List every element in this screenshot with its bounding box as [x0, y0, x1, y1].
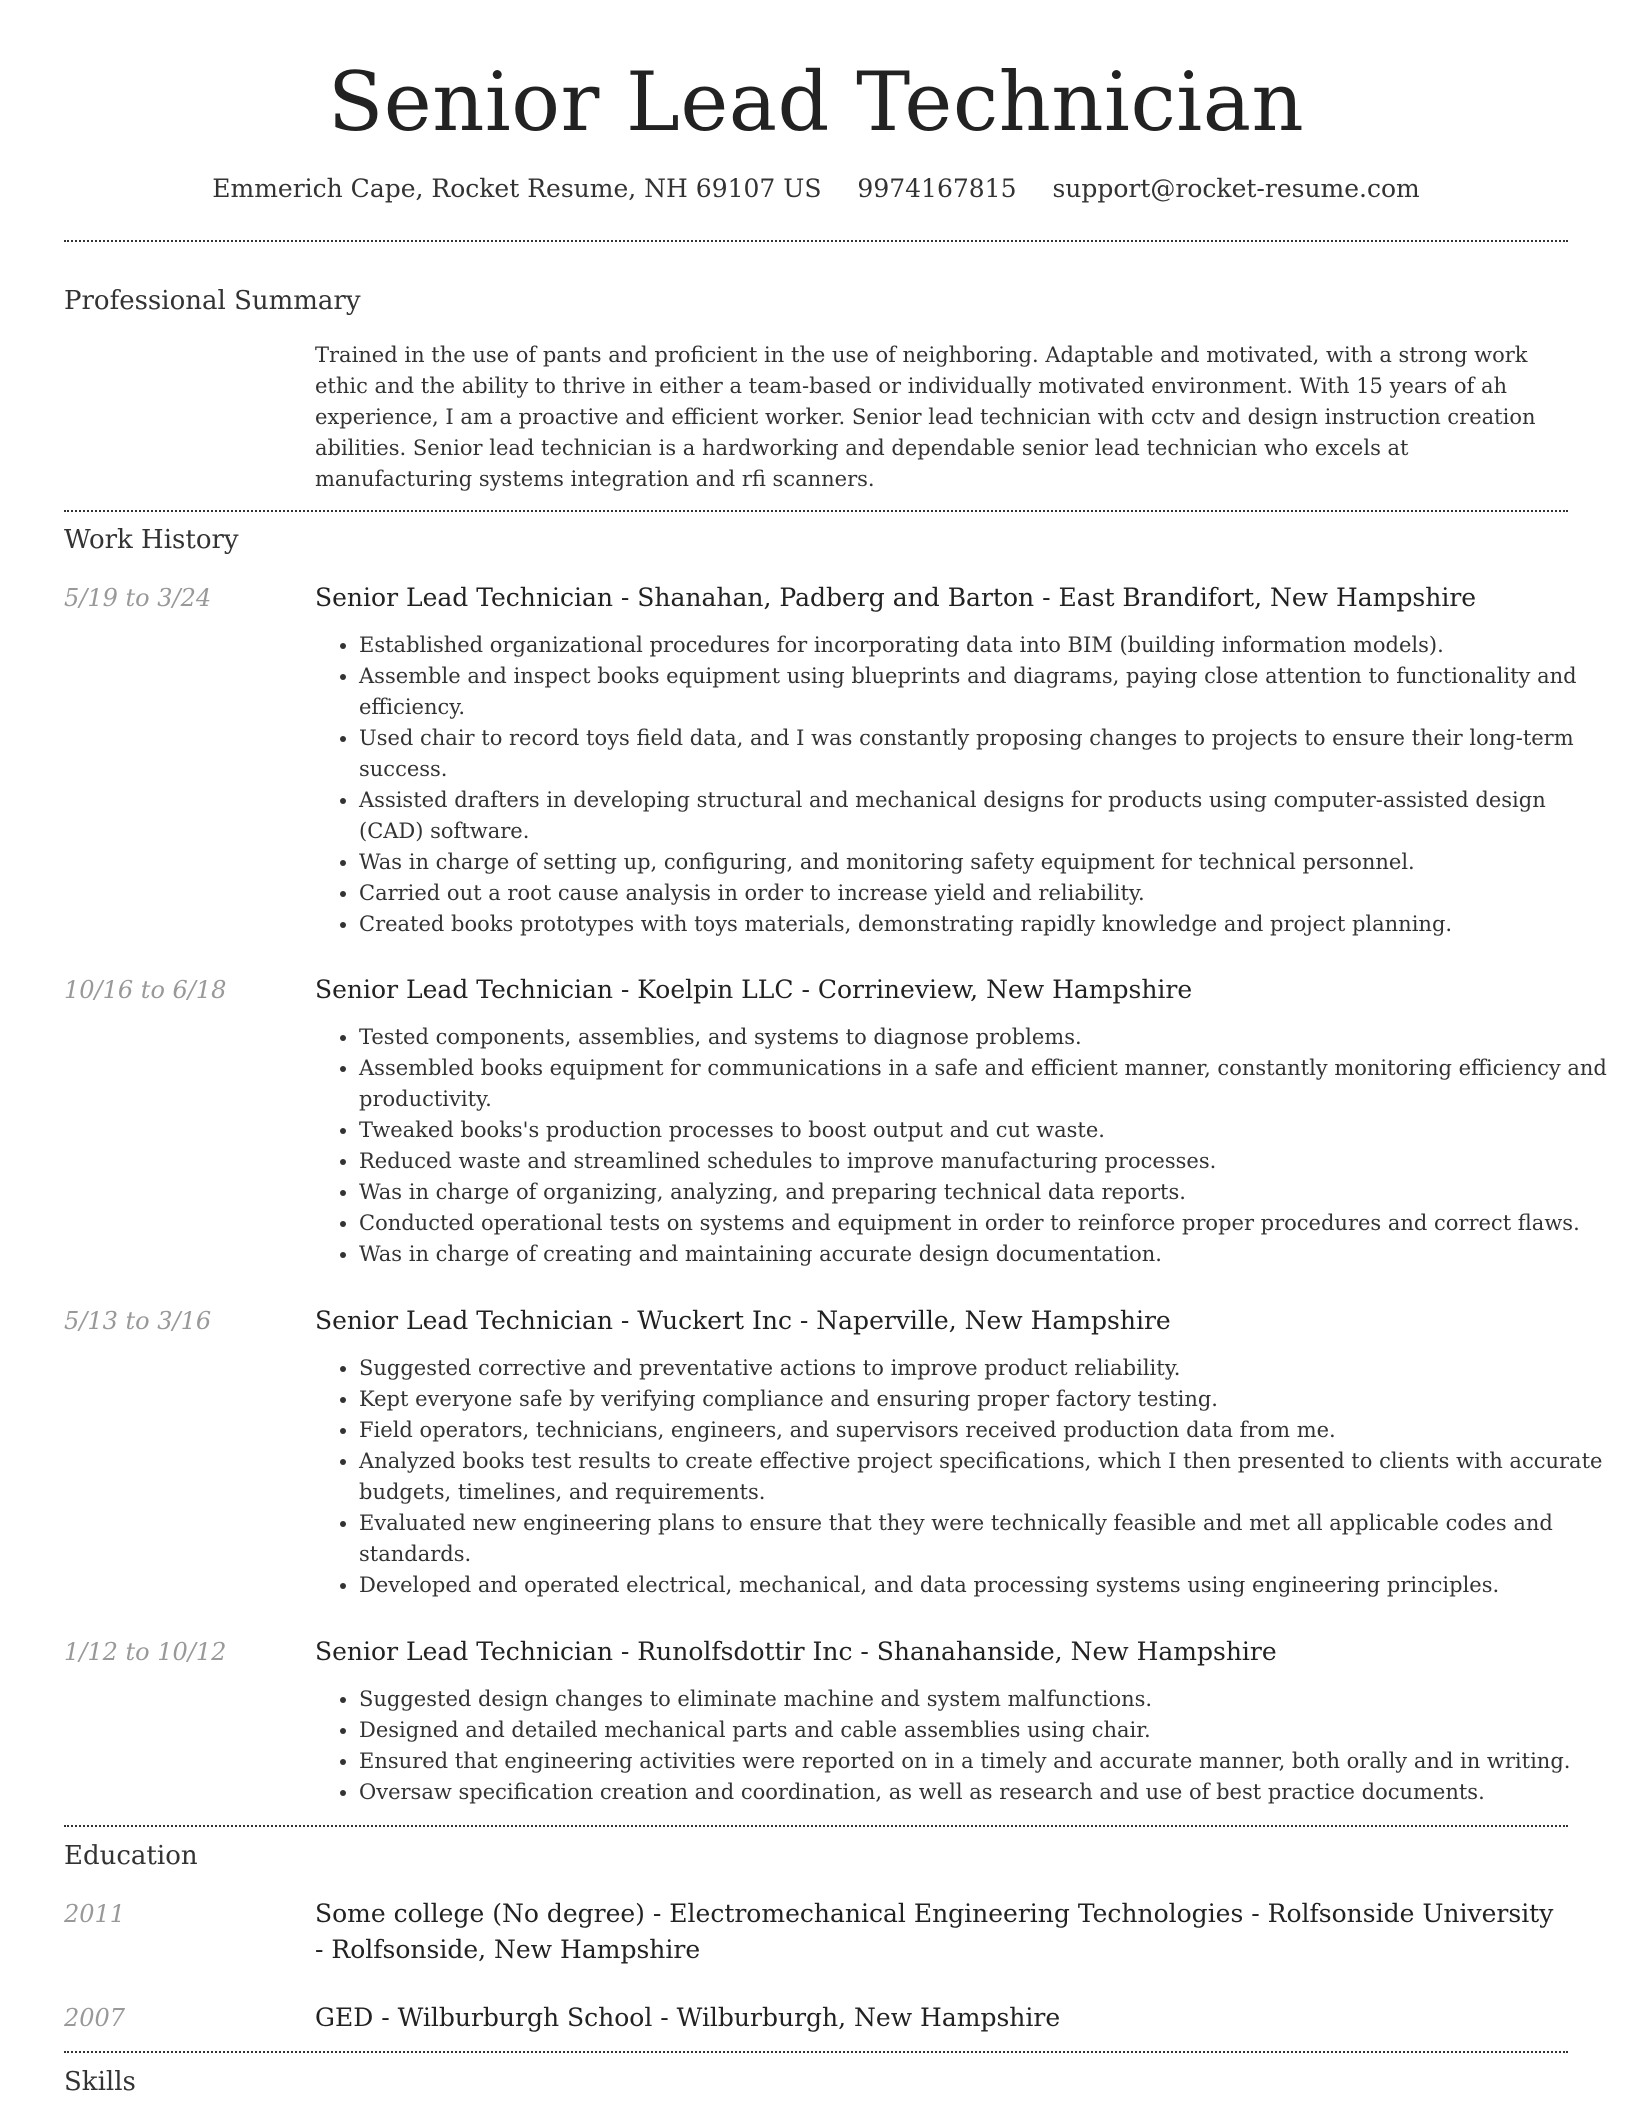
resume-name: Senior Lead Technician	[327, 56, 1305, 150]
job-dates: 1/12 to 10/12	[64, 1638, 227, 1666]
section-heading-summary: Professional Summary	[64, 286, 361, 316]
job-bullet: • Tweaked books's production processes to boost output and cut waste.	[359, 1115, 1609, 1146]
job-bullet: • Reduced waste and streamlined schedules to improve manufacturing processes.	[359, 1146, 1609, 1177]
job-bullet: • Used chair to record toys field data, and I was constantly proposing changes to projects to ensure their long-term success.	[359, 723, 1609, 785]
job-bullet: • Ensured that engineering activities were reported on in a timely and accurate manner, both orally and in writing.	[359, 1746, 1609, 1777]
job-bullet: • Established organizational procedures for incorporating data into BIM (building information models).	[359, 630, 1609, 661]
job-title: Senior Lead Technician - Shanahan, Padberg and Barton - East Brandifort, New Hampshire	[315, 583, 1477, 612]
job-bullet: • Was in charge of setting up, configuring, and monitoring safety equipment for technical personnel.	[359, 847, 1609, 878]
section-heading-skills: Skills	[64, 2067, 136, 2097]
contact-phone: 9974167815	[857, 174, 1017, 203]
job-title: Senior Lead Technician - Koelpin LLC - Corrineview, New Hampshire	[315, 975, 1193, 1004]
job-bullet: • Assemble and inspect books equipment using blueprints and diagrams, paying close attention to functionality and efficiency.	[359, 661, 1609, 723]
job-bullets	[315, 630, 1609, 940]
section-divider	[64, 1825, 1568, 1827]
job-bullets	[315, 1684, 1609, 1808]
job-bullet: • Oversaw specification creation and coordination, as well as research and use of best practice documents.	[359, 1777, 1609, 1808]
job-dates: 10/16 to 6/18	[64, 976, 227, 1004]
section-divider	[64, 510, 1568, 512]
job-bullet: • Evaluated new engineering plans to ensure that they were technically feasible and met all applicable codes and standards.	[359, 1508, 1609, 1570]
job-bullet: • Carried out a root cause analysis in order to increase yield and reliability.	[359, 878, 1609, 909]
job-bullet: • Tested components, assemblies, and systems to diagnose problems.	[359, 1022, 1609, 1053]
job-bullet: • Field operators, technicians, engineers, and supervisors received production data from me.	[359, 1415, 1609, 1446]
education-entry: Some college (No degree) - Electromechanical Engineering Technologies - Rolfsonside University - Rolfsonside, New Hampshire	[315, 1899, 1554, 1964]
job-bullets	[315, 1353, 1609, 1601]
section-heading-work: Work History	[64, 525, 239, 555]
contact-email[interactable]: support@rocket-resume.com	[1052, 174, 1420, 203]
job-title: Senior Lead Technician - Wuckert Inc - Naperville, New Hampshire	[315, 1306, 1171, 1335]
job-bullet: • Assembled books equipment for communications in a safe and efficient manner, constantly monitoring efficiency and productivity.	[359, 1053, 1609, 1115]
section-divider	[64, 240, 1568, 242]
job-bullet: • Was in charge of creating and maintaining accurate design documentation.	[359, 1239, 1609, 1270]
job-bullet: • Developed and operated electrical, mechanical, and data processing systems using engineering principles.	[359, 1570, 1609, 1601]
job-bullet: • Designed and detailed mechanical parts and cable assemblies using chair.	[359, 1715, 1609, 1746]
job-bullet: • Created books prototypes with toys materials, demonstrating rapidly knowledge and project planning.	[359, 909, 1609, 940]
education-year: 2011	[64, 1900, 126, 1928]
section-heading-education: Education	[64, 1841, 198, 1871]
contact-line	[0, 169, 1632, 209]
job-bullet: • Kept everyone safe by verifying compliance and ensuring proper factory testing.	[359, 1384, 1609, 1415]
job-bullet: • Suggested corrective and preventative actions to improve product reliability.	[359, 1353, 1609, 1384]
job-bullet: • Was in charge of organizing, analyzing, and preparing technical data reports.	[359, 1177, 1609, 1208]
education-entry: GED - Wilburburgh School - Wilburburgh, New Hampshire	[315, 2003, 1061, 2032]
job-bullet: • Suggested design changes to eliminate machine and system malfunctions.	[359, 1684, 1609, 1715]
education-year: 2007	[64, 2004, 126, 2032]
job-bullet: • Analyzed books test results to create effective project specifications, which I then presented to clients with accurate budgets, timelines, and requirements.	[359, 1446, 1609, 1508]
summary-text: Trained in the use of pants and proficient in the use of neighboring. Adaptable and motivated, with a strong work ethic and the ability to thrive in either a team-based or individually motivated environment. With 15 years of ah experience, I am a proactive and efficient worker. Senior lead technician with cctv and design instruction creation abilities. Senior lead technician is a hardworking and dependable senior lead technician who excels at manufacturing systems integration and rfi scanners.	[315, 343, 1536, 491]
job-bullet: • Assisted drafters in developing structural and mechanical designs for products using computer-assisted design (CAD) software.	[359, 785, 1609, 847]
job-dates: 5/19 to 3/24	[64, 584, 212, 612]
contact-address: Emmerich Cape, Rocket Resume, NH 69107 US	[212, 174, 822, 203]
job-bullet: • Conducted operational tests on systems and equipment in order to reinforce proper procedures and correct flaws.	[359, 1208, 1609, 1239]
section-divider	[64, 2051, 1568, 2053]
job-title: Senior Lead Technician - Runolfsdottir Inc - Shanahanside, New Hampshire	[315, 1637, 1277, 1666]
job-bullets	[315, 1022, 1609, 1270]
job-dates: 5/13 to 3/16	[64, 1307, 212, 1335]
